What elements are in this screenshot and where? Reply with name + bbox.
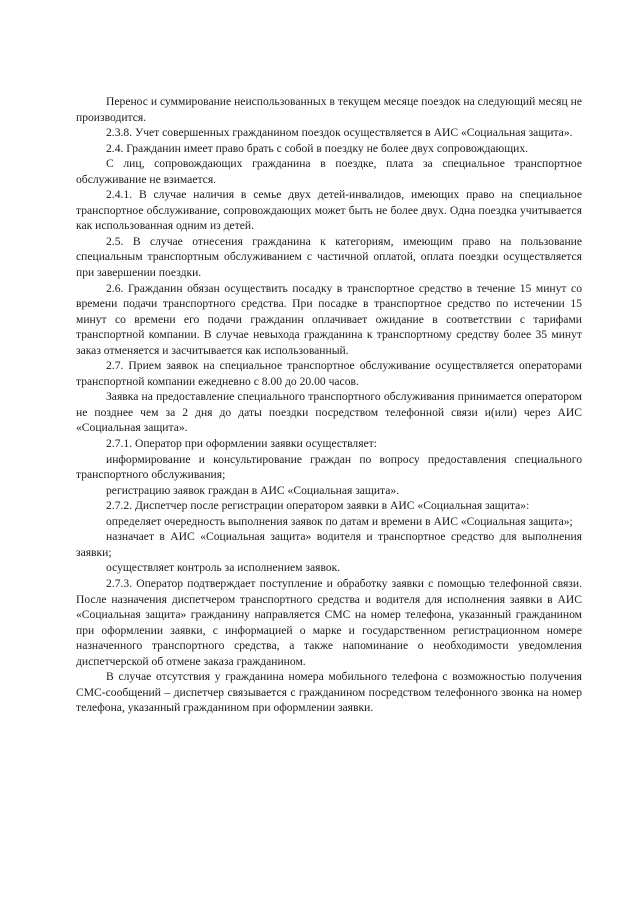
paragraph-2-5: 2.5. В случае отнесения гражданина к категориям, имеющим право на пользование специальным транспортным обслуживанием с частичной оплатой, оплата поездки осуществляется при завершении поездки. (76, 234, 582, 280)
paragraph-2-4: 2.4. Гражданин имеет право брать с собой в поездку не более двух сопровождающих. (106, 141, 529, 155)
paragraph-assign-driver: назначает в АИС «Социальная защита» водителя и транспортное средство для выполнения заявки; (76, 530, 582, 559)
paragraph-2-7-1: 2.7.1. Оператор при оформлении заявки осуществляет: (106, 437, 377, 451)
paragraph-2-6: 2.6. Гражданин обязан осуществить посадку в транспортное средство в течение 15 минут со времени подачи транспортного средства. При посадке в транспортное средство по истечении 15 минут со времени его подачи гражданин оплачивает ожидание в соответствии с тарифами транспортной компании. В случае невыхода гражданина к транспортному средству более 35 минут заказ отменяется и засчитывается как использованный. (76, 281, 582, 357)
paragraph-no-mobile: В случае отсутствия у гражданина номера мобильного телефона с возможностью получения СМС-сообщений – диспетчер связывается с гражданином посредством телефонного звонка на номер телефона, указанный гражданином при оформлении заявки. (76, 670, 582, 715)
paragraph-registration: регистрацию заявок граждан в АИС «Социальная защита». (106, 483, 400, 497)
paragraph-2-7-2: 2.7.2. Диспетчер после регистрации оператором заявки в АИС «Социальная защита»: (106, 499, 530, 513)
paragraph-control: осуществляет контроль за исполнением заявок. (106, 561, 341, 575)
paragraph-2-3-8: 2.3.8. Учет совершенных гражданином поездок осуществляется в АИС «Социальная защита». (106, 126, 573, 140)
paragraph-2-7: 2.7. Прием заявок на специальное транспортное обслуживание осуществляется операторами транспортной компании ежедневно с 8.00 до 20.00 часов. (76, 359, 582, 388)
paragraph-informing: информирование и консультирование граждан по вопросу предоставления специального транспортного обслуживания; (76, 452, 582, 482)
paragraph-2-7-3: 2.7.3. Оператор подтверждает поступление и обработку заявки с помощью телефонной связи. После назначения диспетчером транспортного средства и водителя для исполнения заявки в АИС «Социальная защита» гражданину направляется СМС на номер телефона, указанный гражданином при оформлении заявки, с информацией о марке и государственном регистрационном номере назначенного транспортного средства, а также напоминание о необходимости уведомления диспетчерской об отмене заказа гражданином. (76, 576, 582, 668)
paragraph-order-priority: определяет очередность выполнения заявок по датам и времени в АИС «Социальная защита»; (106, 514, 573, 528)
paragraph-application: Заявка на предоставление специального транспортного обслуживания принимается оператором не позднее чем за 2 дня до даты поездки посредством телефонной связи и(или) через АИС «Социальная защита». (76, 390, 582, 435)
paragraph-2-4-1: 2.4.1. В случае наличия в семье двух детей-инвалидов, имеющих право на специальное транспортное обслуживание, сопровождающих может быть не более двух. Одна поездка учитывается как использованная одним из детей. (76, 188, 582, 233)
paragraph-escort-fee: С лиц, сопровождающих гражданина в поездке, плата за специальное транспортное обслуживание не взимается. (76, 157, 582, 186)
paragraph-carryover: Перенос и суммирование неиспользованных в текущем месяце поездок на следующий месяц не производится. (76, 95, 582, 124)
